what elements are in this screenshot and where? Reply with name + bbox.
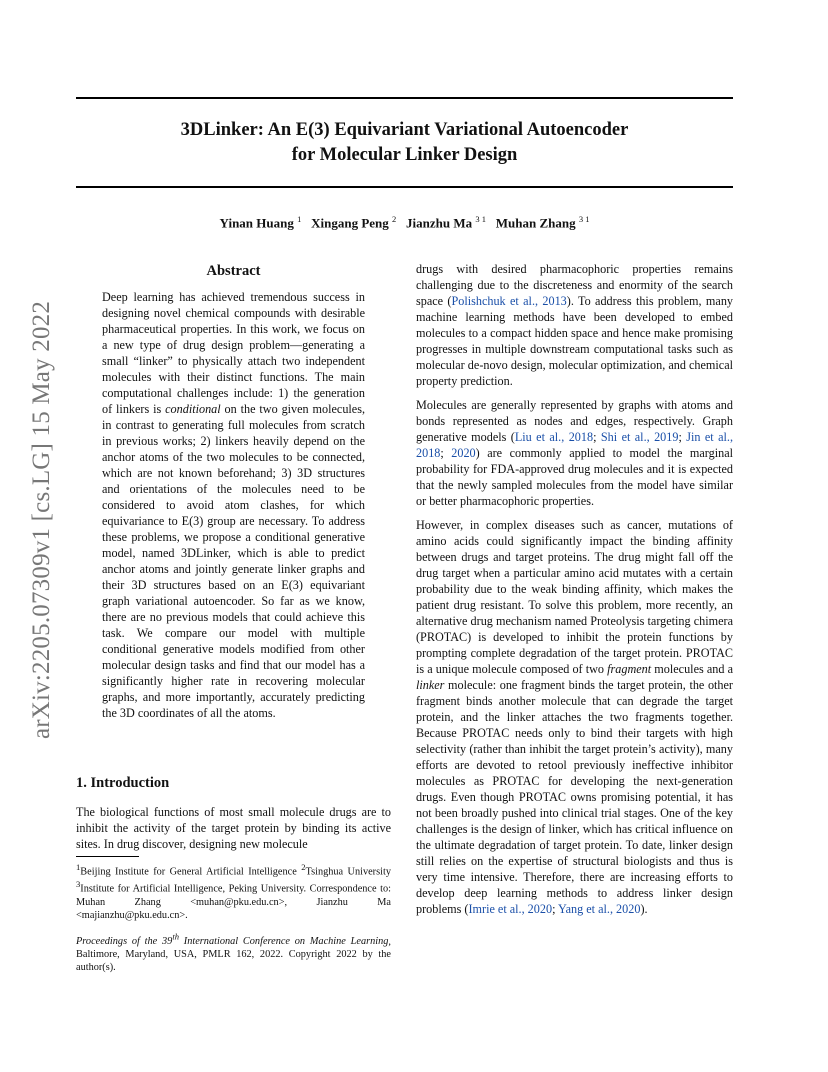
intro-paragraph: The biological functions of most small molecule drugs are to inhibit the activity of the target protein by binding its active sites. In drug discover, designing new molecule (76, 805, 391, 851)
author-affiliation: 2 (392, 214, 397, 224)
body-text: ; (678, 430, 687, 444)
body-italic: linker (416, 678, 445, 692)
paper-title (76, 118, 733, 168)
body-text: ; (593, 430, 601, 444)
proceedings-italic (76, 932, 389, 948)
proceedings-note (76, 931, 391, 974)
citation-link[interactable]: Imrie et al., 2020 (468, 902, 553, 916)
author-name: Yinan Huang (219, 215, 294, 231)
body-paragraph (416, 397, 733, 509)
body-text: ; (552, 902, 559, 916)
citation-link[interactable]: Shi et al., 2019 (600, 430, 679, 444)
body-text: molecules and a (651, 662, 733, 676)
body-text: drugs with desired pharmacophoric properties remains challenging due to the discreteness and enormity of the search space ( (416, 262, 733, 308)
abstract-body (102, 289, 365, 721)
body-text: ; (440, 446, 452, 460)
citation-link[interactable]: Jin et al., 2018 (416, 430, 734, 460)
footnote-rule (76, 856, 139, 857)
arxiv-identifier-stamp: arXiv:2205.07309v1 [cs.LG] 15 May 2022 (28, 300, 55, 740)
author-affiliation: 1 (297, 214, 302, 224)
title-top-rule (76, 97, 733, 99)
affiliation-footnote (76, 861, 391, 922)
footnote-text: Institute for Artificial Intelligence, Peking University. Correspondence to: Muhan Zhang <muhan@pku.edu.cn>, Jianzhu Ma <majianzhu@pku.edu.cn>. (76, 883, 391, 921)
proceedings-sup: th (172, 932, 180, 942)
footnote-text: Beijing Institute for General Artificial Intelligence (80, 866, 302, 878)
abstract-section (102, 262, 365, 721)
section-heading-introduction: 1. Introduction (76, 775, 170, 791)
abstract-heading: Abstract (206, 263, 261, 279)
title-line-2: for Molecular Linker Design (291, 145, 518, 165)
footnote-marker: 3 (76, 879, 81, 890)
footnote-text: Tsinghua University (305, 866, 391, 878)
abstract-text: Deep learning has achieved tremendous success in designing novel chemical compounds with desirable pharmaceutical properties. In this work, we focus on a new type of drug design problem—generating a small “linker” to physically attach two independent molecules with their distinct functions. The main computational challenges include: 1) the generation of linkers is (102, 290, 365, 416)
proceedings-text: , Baltimore, Maryland, USA, PMLR 162, 2022. Copyright 2022 by the author(s). (76, 936, 391, 974)
body-text: ). (640, 902, 648, 916)
proceedings-italic-b: International Conference on Machine Learning (179, 936, 389, 948)
body-italic: fragment (607, 662, 652, 676)
body-paragraph (416, 517, 733, 917)
footnote-marker: 2 (301, 862, 306, 872)
author-name: Muhan Zhang (495, 215, 576, 231)
title-line-1: 3DLinker: An E(3) Equivariant Variational Autoencoder (180, 120, 629, 140)
abstract-italic: conditional (165, 402, 221, 416)
citation-link[interactable]: Yang et al., 2020 (558, 902, 641, 916)
footnote-marker: 1 (76, 862, 81, 872)
body-text: ). To address this problem, many machine learning methods have been developed to embed molecules to a compact hidden space and hence make promising progresses in multiple downstream computational tasks such as molecular de-novo design, molecular optimization, and chemical property prediction. (416, 294, 734, 388)
citation-link[interactable]: Polishchuk et al., 2013 (451, 294, 567, 308)
citation-link[interactable]: Liu et al., 2018 (514, 430, 594, 444)
author-list (76, 214, 733, 231)
body-paragraph (416, 261, 733, 389)
body-text: molecule: one fragment binds the target protein, the other fragment binds another molecule that can degrade the target protein, and the linker attaches the two fragments together. Because PROTAC needs only to bind their targets with high selectivity (rather than inhibit the target protein’s activity), many efforts are devoted to retool previously ineffective inhibitor molecules as PROTAC for developing the next-generation drugs. Even though PROTAC owns promising potential, it has not been broadly pushed into clinical trial stages. One of the key challenges is the design of linker, which has critical influence on the ultimate degradation of target protein. To date, linker design still relies on the expertise of structural biologists and thus is very time intensive. Therefore, there are increasing efforts to develop deep learning methods to address linker design problems ( (416, 678, 733, 916)
author-name: Xingang Peng (311, 215, 389, 231)
proceedings-italic-a: Proceedings of the 39 (76, 936, 173, 948)
author-name: Jianzhu Ma (406, 215, 473, 231)
author-affiliation: 3 1 (578, 214, 590, 224)
body-text: However, in complex diseases such as cancer, mutations of amino acids could significantly impact the binding affinity between drugs and target proteins. The drug might fall off the drug target when a particular amino acid mutates with a certain probability due to the weak binding affinity, which makes the patient drug resistant. To solve this problem, more recently, an alternative drug mechanism named Proteolysis targeting chimera (PROTAC) is developed to inhibit the protein functions by prompting complete degradation of the target protein. PROTAC is a unique molecule composed of two (416, 518, 733, 676)
author-affiliation: 3 1 (475, 214, 486, 224)
right-column (416, 261, 733, 925)
citation-link[interactable]: 2020 (451, 446, 476, 460)
body-text: Molecules are generally represented by graphs with atoms and bonds represented as nodes and edges, respectively. Graph generative models ( (416, 398, 733, 444)
title-bottom-rule (76, 186, 733, 188)
abstract-text: on the two given molecules, in contrast to generating full molecules from scratch in previous works; 2) linkers heavily depend on the anchor atoms of the two molecules to be connected, which are not known beforehand; 3) 3D structures and orientations of the molecules need to be considered to avoid atom clashes, for which equivariance to E(3) group are necessary. To address these problems, we propose a conditional generative model, named 3DLinker, which is able to predict anchor atoms and jointly generate linker graphs and their 3D structures based on an E(3) equivariant graph variational autoencoder. So far as we know, there are no previous models that could achieve this task. We compare our model with multiple conditional generative models modified from other molecular design tasks and find that our model has a significantly higher rate in recovering molecular graphs, and more importantly, accurately predicting the 3D coordinates of all the atoms. (102, 402, 365, 720)
body-text: ) are commonly applied to model the marginal probability for FDA-approved drug molecules and it is expected that the newly sampled molecules from the model have similar or better pharmacophoric properties. (416, 446, 733, 508)
